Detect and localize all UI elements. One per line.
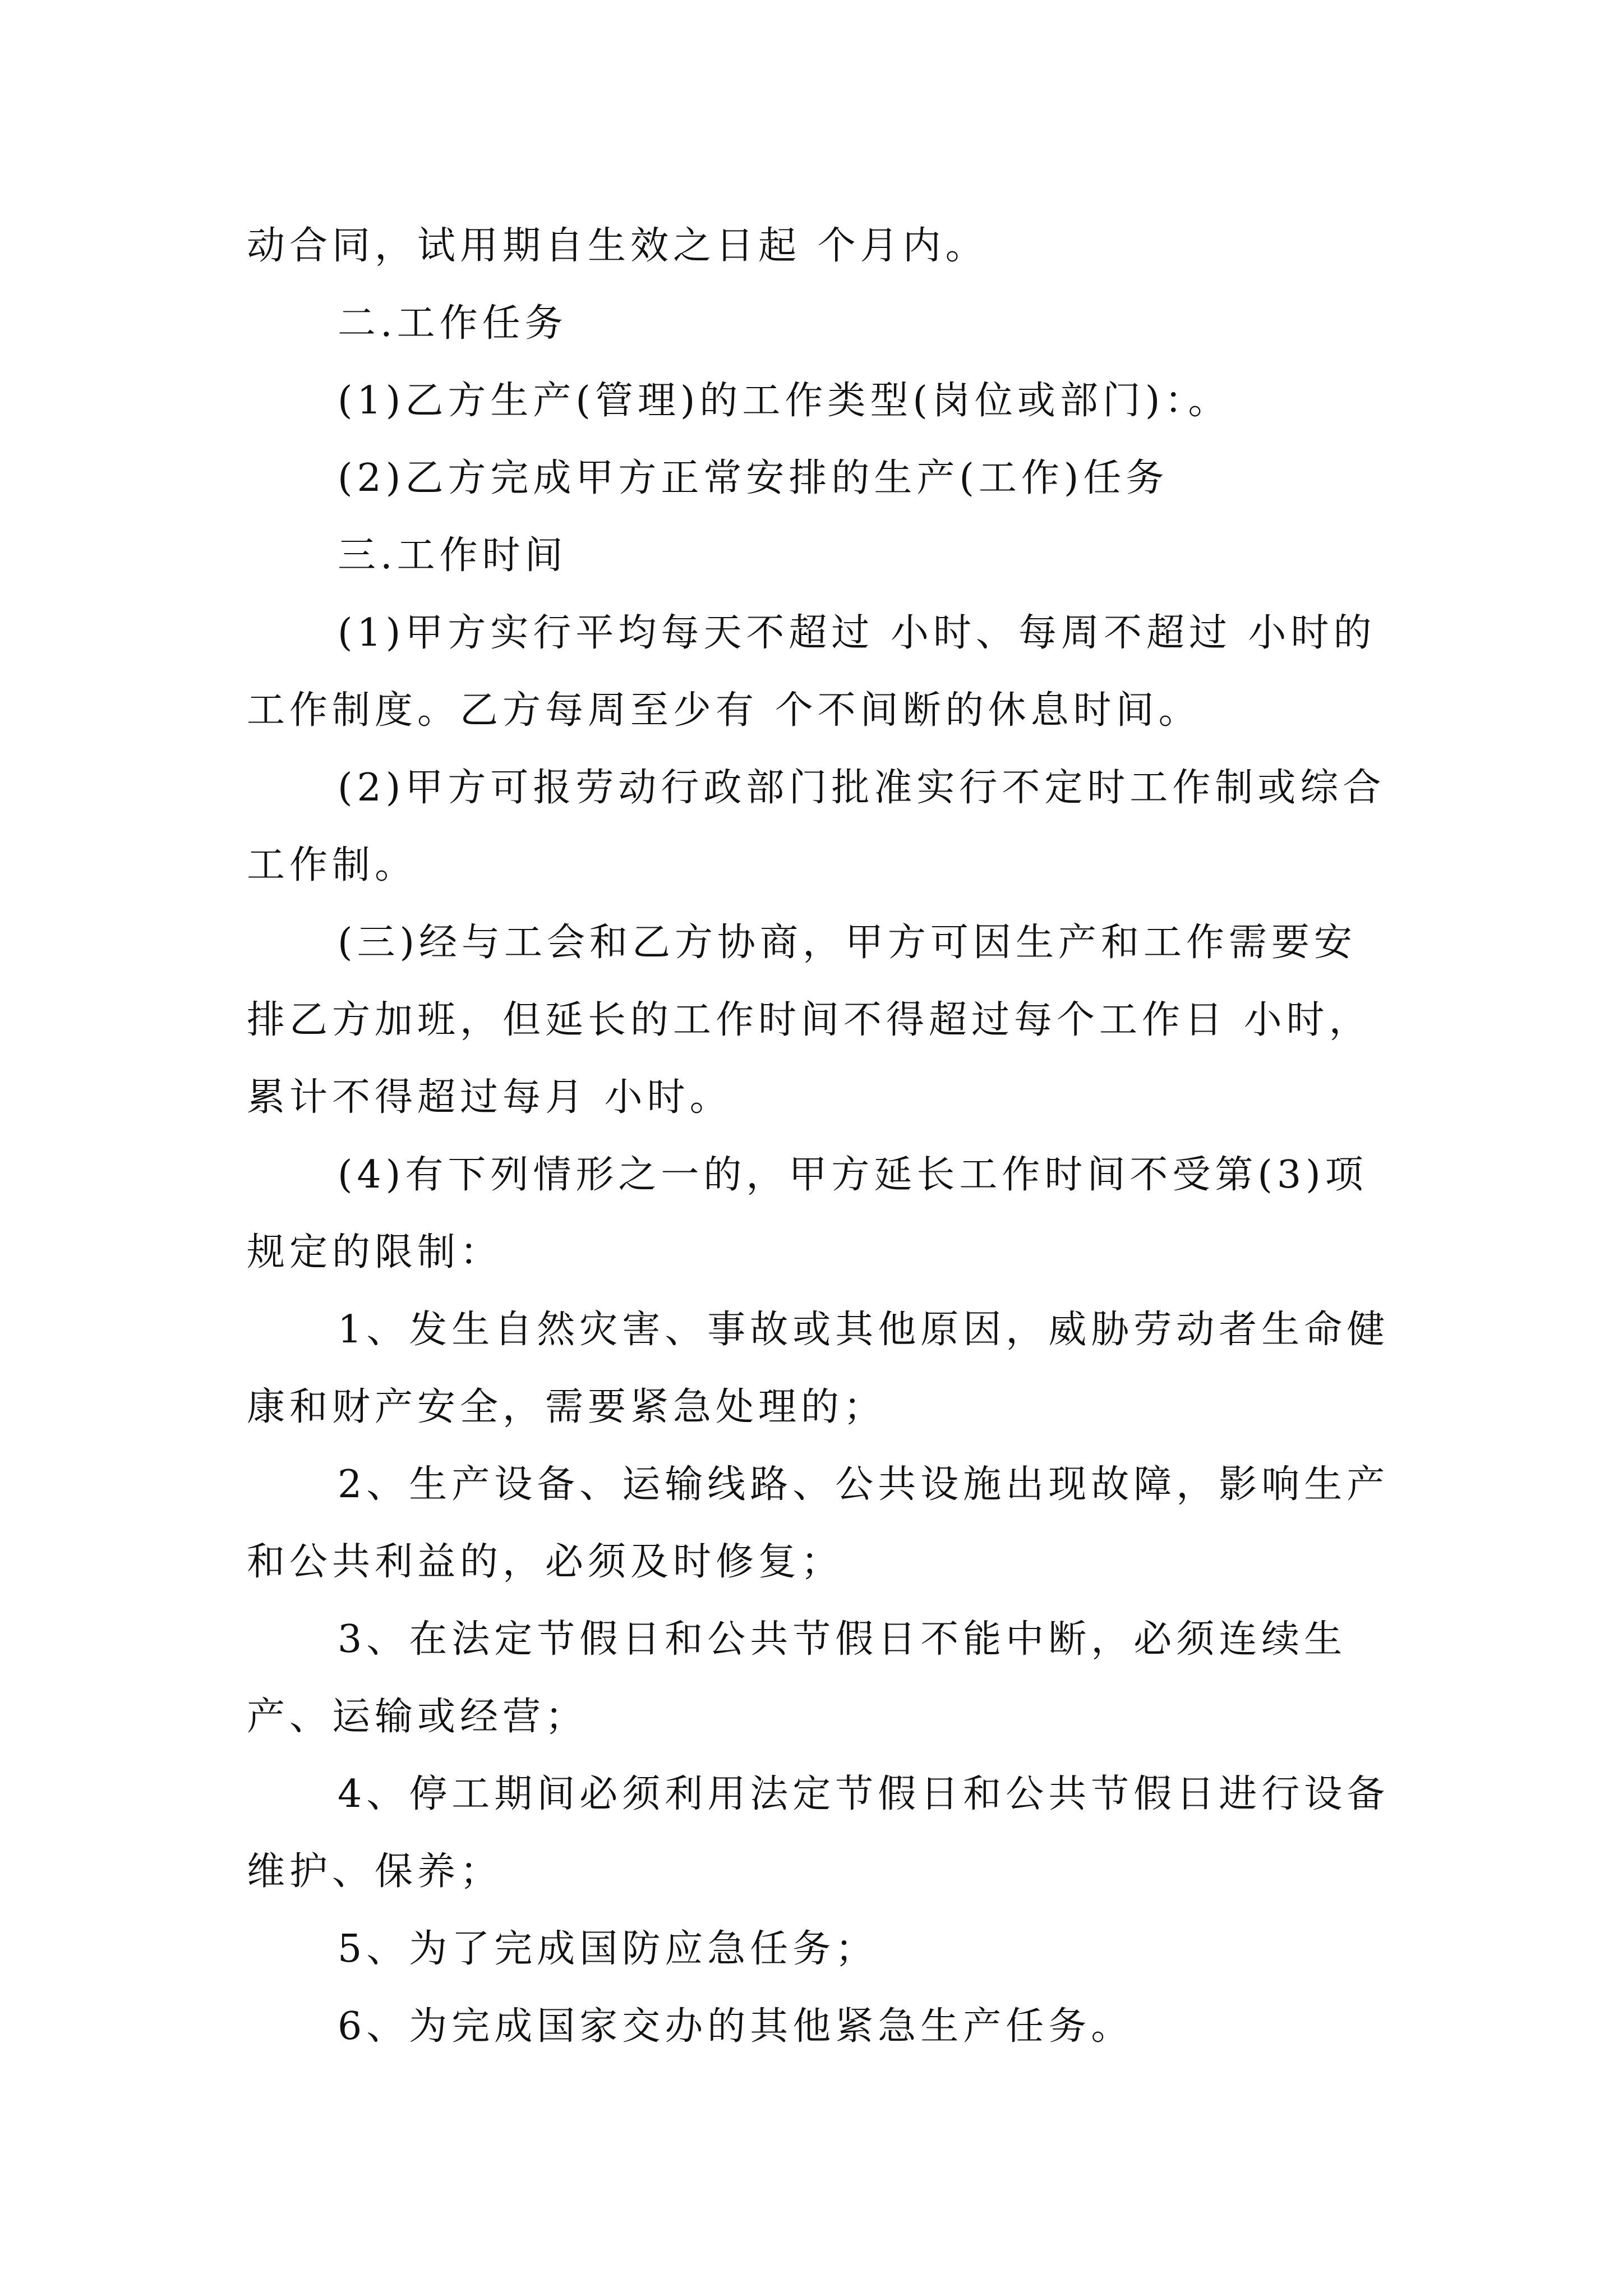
paragraph-probation-end: 动合同，试用期自生效之日起 个月内。 xyxy=(247,224,988,268)
list-item-6: 6、为完成国家交办的其他紧急生产任务。 xyxy=(338,2004,1134,2049)
paragraph-working-hours: (1)甲方实行平均每天不超过 小时、每周不超过 小时的工作制度。乙方每周至少有 个不间断的休息时间。 xyxy=(247,611,1376,733)
list-item-4: 4、停工期间必须利用法定节假日和公共节假日进行设备维护、保养； xyxy=(247,1772,1390,1894)
paragraph-flexible-hours: (2)甲方可报劳动行政部门批准实行不定时工作制或综合工作制。 xyxy=(247,766,1386,887)
list-item-3: 3、在法定节假日和公共节假日不能中断，必须连续生产、运输或经营； xyxy=(247,1617,1347,1739)
list-item-2: 2、生产设备、运输线路、公共设施出现故障，影响生产和公共利益的，必须及时修复； xyxy=(247,1462,1390,1584)
section-heading-work-time: 三.工作时间 xyxy=(338,533,568,578)
list-item-5: 5、为了完成国防应急任务； xyxy=(338,1927,878,1971)
paragraph-complete-tasks: (2)乙方完成甲方正常安排的生产(工作)任务 xyxy=(338,456,1169,500)
paragraph-overtime: (三)经与工会和乙方协商，甲方可因生产和工作需要安排乙方加班，但延长的工作时间不得超过每个工作日 小时，累计不得超过每月 小时。 xyxy=(247,921,1372,1120)
paragraph-overtime-exceptions: (4)有下列情形之一的，甲方延长工作时间不受第(3)项规定的限制： xyxy=(247,1153,1368,1274)
list-item-1: 1、发生自然灾害、事故或其他原因，威胁劳动者生命健康和财产安全，需要紧急处理的； xyxy=(247,1308,1390,1429)
document-body xyxy=(247,208,1391,2065)
section-heading-work-task: 二.工作任务 xyxy=(338,301,568,346)
paragraph-work-type: (1)乙方生产(管理)的工作类型(岗位或部门)：。 xyxy=(338,379,1231,423)
